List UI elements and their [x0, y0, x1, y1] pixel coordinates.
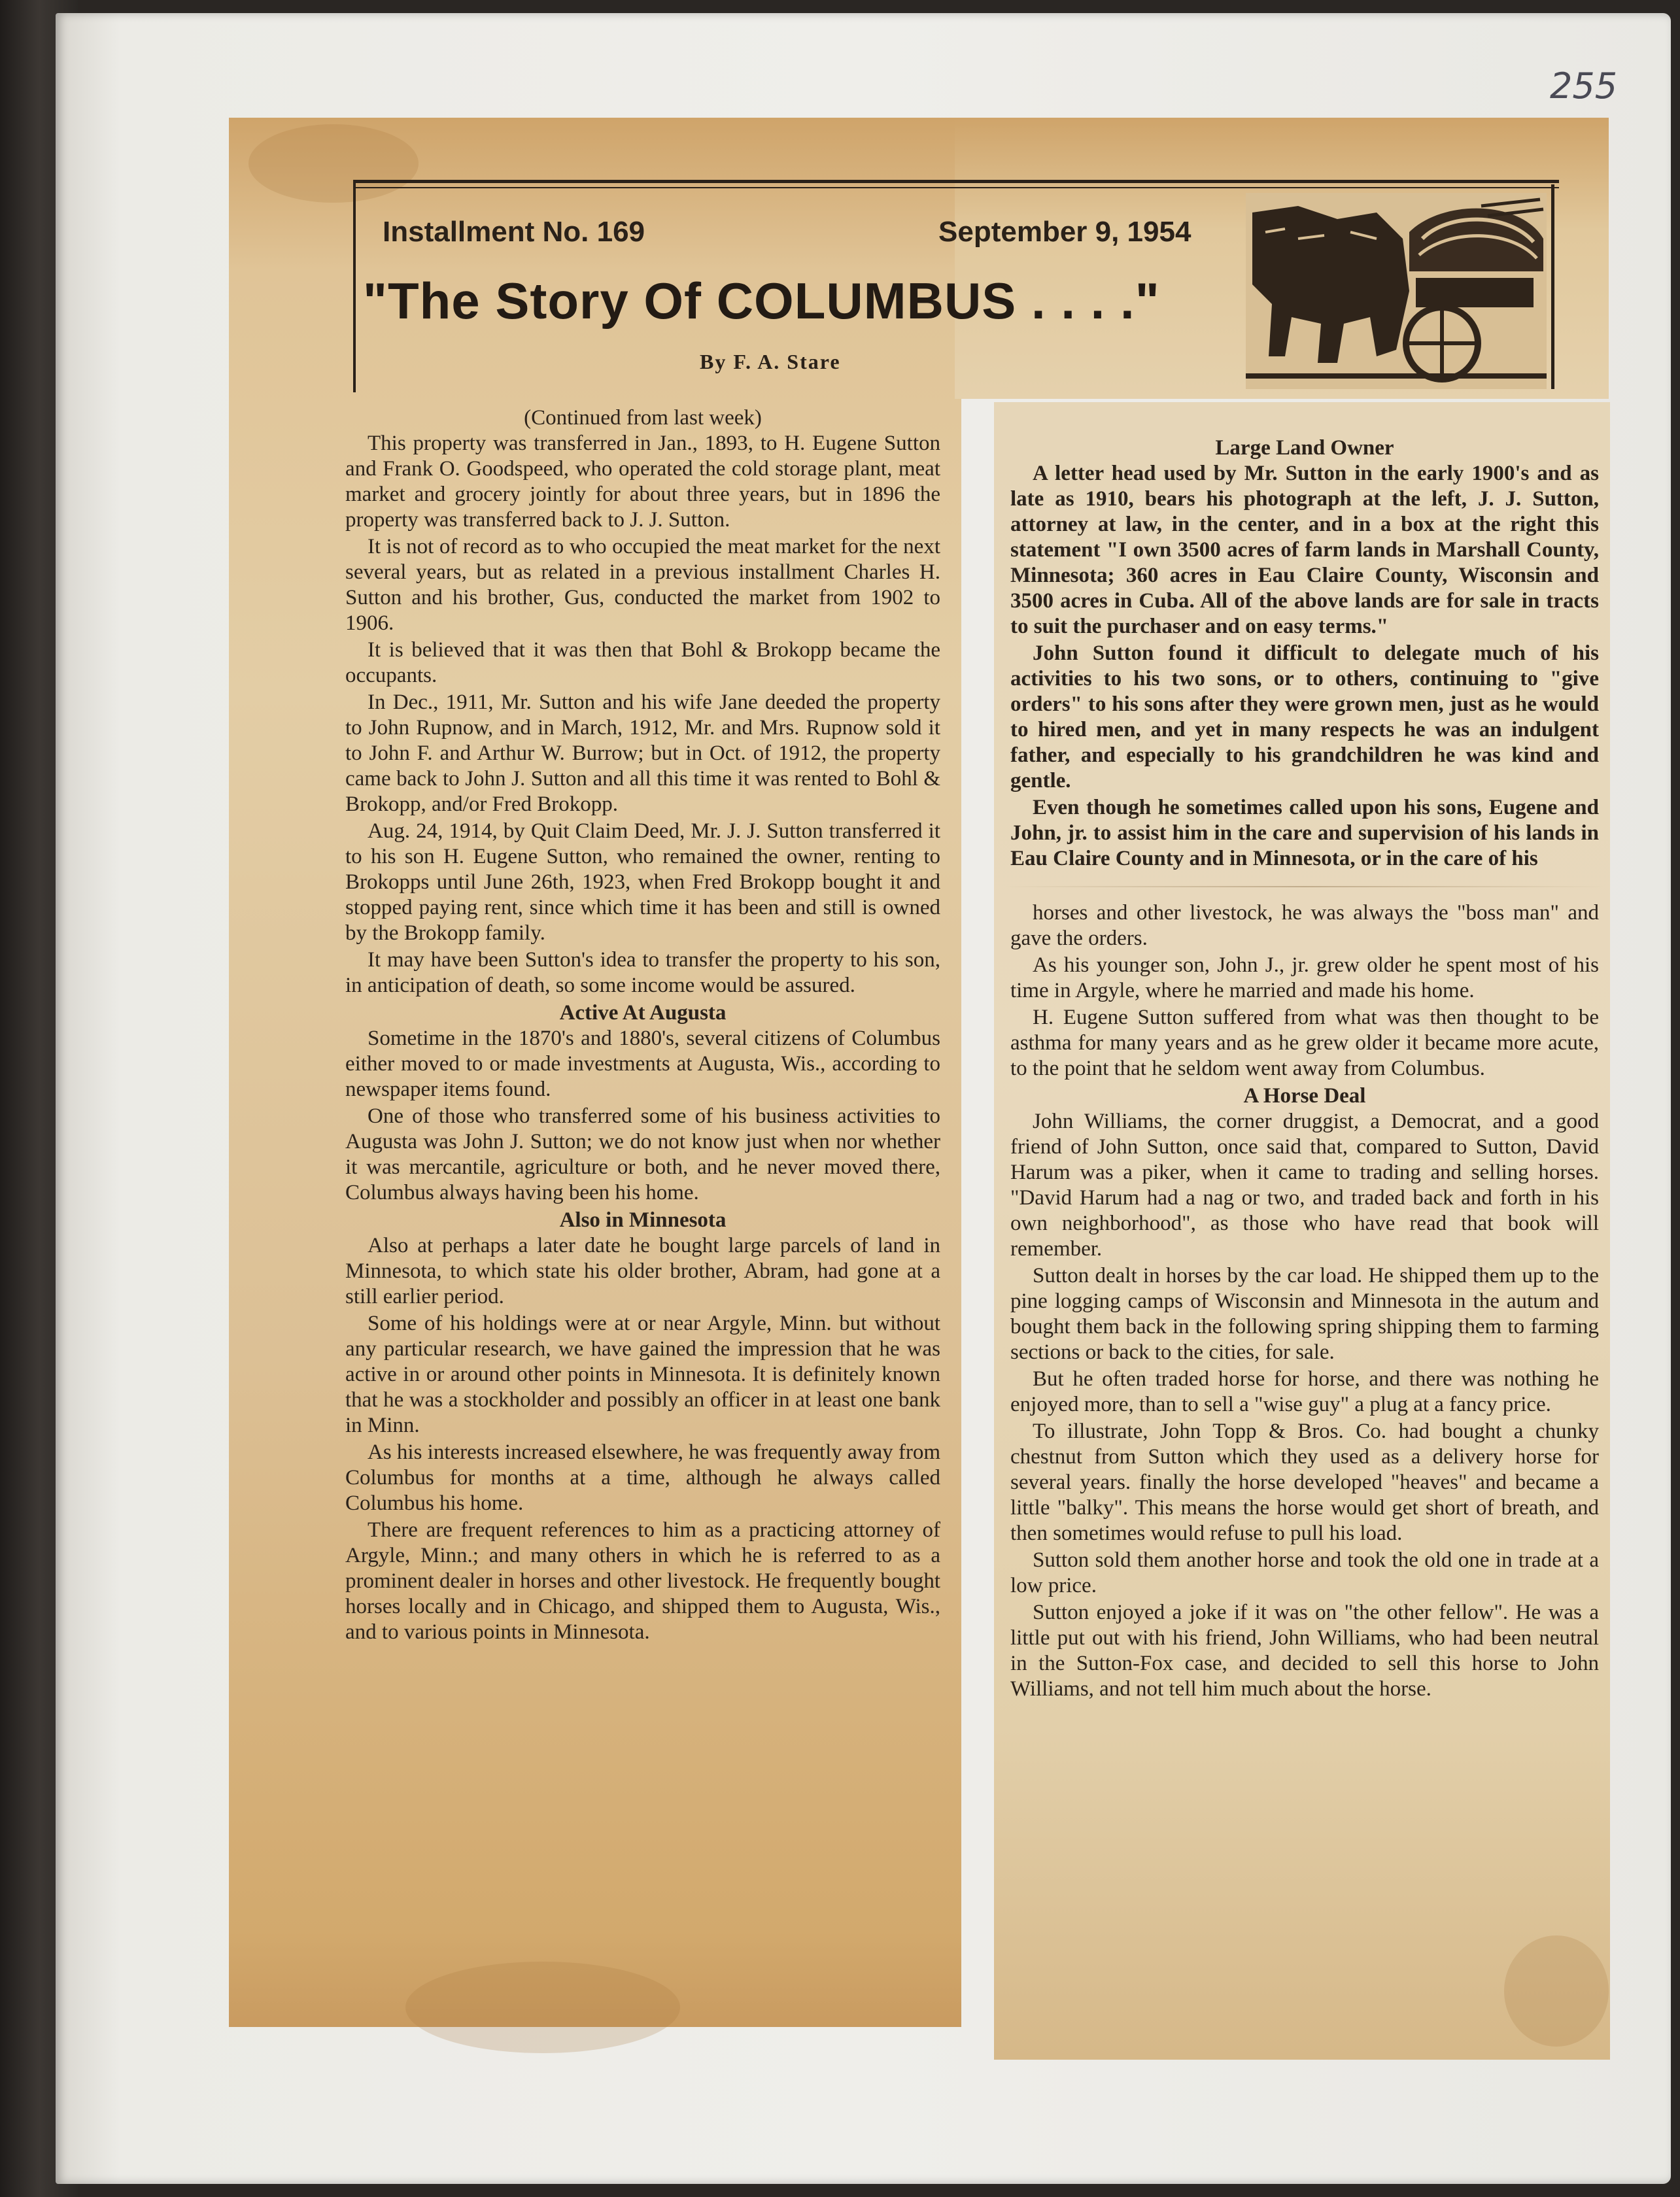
page-number: 255: [1550, 65, 1618, 107]
byline: By F. A. Stare: [700, 350, 841, 373]
headline: "The Story Of COLUMBUS . . . .": [363, 272, 1160, 330]
paragraph: As his interests increased elsewhere, he was frequently away from Columbus for months at a time, although he always called Columbus his home.: [345, 1440, 941, 1515]
paragraph: To illustrate, John Topp & Bros. Co. had bought a chunky chestnut from Sutton which they used as a delivery horse for several years. finally the horse developed "heaves" and became a little "balky". This means the horse would get short of breath, and then sometimes would refuse to pull his load.: [1010, 1420, 1599, 1545]
paragraph: One of those who transferred some of his business activities to Augusta was John J. Sutton; we do not know just when nor whether it was mercantile, agriculture or both, and he never moved there, Columbus always having been his home.: [345, 1104, 940, 1204]
paragraph: But he often traded horse for horse, and there was nothing he enjoyed more, than to sell a "wise guy" a plug at a fancy price.: [1010, 1367, 1599, 1416]
installment-number: Installment No. 169: [383, 216, 645, 248]
paragraph: As his younger son, John J., jr. grew older he spent most of his time in Argyle, where he married and made his home.: [1010, 953, 1599, 1002]
subhead-minnesota: Also in Minnesota: [559, 1208, 727, 1232]
paragraph: Some of his holdings were at or near Argyle, Minn. but without any particular research, we have gained the impression that he was active in or around other points in Minnesota. It is definitely known that he was a stockholder and possibly an officer in at least one bank in Minn.: [345, 1312, 940, 1437]
paragraph: There are frequent references to him as a practicing attorney of Argyle, Minn.; and many others in which he is referred to as a prominent dealer in horses and other livestock. He frequently bought horses locally and in Chicago, and shipped them to Augusta, Wis., and to various points in Minnesota.: [345, 1518, 940, 1644]
paragraph: Sometime in the 1870's and 1880's, several citizens of Columbus either moved to or made investments at Augusta, Wis., according to newspaper items found.: [345, 1027, 940, 1101]
paragraph: This property was transferred in Jan., 1893, to H. Eugene Sutton and Frank O. Goodspeed, who operated the cold storage plant, meat market and grocery jointly for about three years, but in 1896 the property was transferred back to J. J. Sutton.: [345, 432, 940, 532]
paragraph: Also at perhaps a later date he bought large parcels of land in Minnesota, to which state his older brother, Abram, had gone at a still earlier period.: [345, 1234, 940, 1308]
article-column-left: [345, 405, 940, 1646]
covered-wagon-oxen-icon: [1246, 193, 1547, 389]
subhead-land-owner: Large Land Owner: [1215, 436, 1394, 460]
paragraph: It is believed that it was then that Bohl & Brokopp became the occupants.: [345, 638, 940, 687]
paragraph: John Williams, the corner druggist, a Democrat, and a good friend of John Sutton, once said that, compared to Sutton, David Harum was a piker, when it came to trading and selling horses. "David Harum had a nag or two, and traded back and forth in his own neighborhood", as those who have read that book will remember.: [1010, 1110, 1599, 1261]
paragraph: It may have been Sutton's idea to transfer the property to his son, in anticipation of death, so some income would be assured.: [345, 948, 940, 997]
paragraph: Aug. 24, 1914, by Quit Claim Deed, Mr. J. J. Sutton transferred it to his son H. Eugene Sutton, who remained the owner, renting to Brokopps until June 26th, 1923, when Fred Brokopp bought it and stopped paying rent, since which time it has been and still is owned by the Brokopp family.: [345, 819, 940, 945]
publication-date: September 9, 1954: [938, 216, 1191, 248]
paragraph: It is not of record as to who occupied the meat market for the next several years, but as related in a previous installment Charles H. Sutton and his brother, Gus, conducted the market from 1902 to 1906.: [345, 535, 940, 635]
subhead-augusta: Active At Augusta: [559, 1001, 727, 1025]
paragraph: Sutton dealt in horses by the car load. He shipped them up to the pine logging camps of Wisconsin and Minnesota in the autum and bought them back in the following spring shipping them to farming sections or back to the cities, for sale.: [1010, 1264, 1599, 1364]
paragraph: Sutton enjoyed a joke if it was on "the other fellow". He was a little put out with his friend, John Williams, who had been neutral in the Sutton-Fox case, and decided to sell this horse to John Williams, and not tell him much about the horse.: [1010, 1601, 1599, 1701]
paragraph: In Dec., 1911, Mr. Sutton and his wife Jane deeded the property to John Rupnow, and in March, 1912, Mr. and Mrs. Rupnow sold it to John F. and Arthur W. Burrow; but in Oct. of 1912, the property came back to John J. Sutton and all this time it was rented to Bohl & Brokopp, and/or Fred Brokopp.: [345, 690, 940, 816]
paragraph: Even though he sometimes called upon his sons, Eugene and John, jr. to assist him in the care and supervision of his lands in Eau Claire County and in Minnesota, or in the care of his: [1010, 796, 1599, 870]
paragraph: horses and other livestock, he was always the "boss man" and gave the orders.: [1010, 901, 1599, 950]
paragraph: A letter head used by Mr. Sutton in the early 1900's and as late as 1910, bears his photograph at the left, J. J. Sutton, attorney at law, in the center, and in a box at the right this statement "I own 3500 acres of farm lands in Marshall County, Minnesota; 360 acres in Eau Claire County, Wisconsin and 3500 acres in Cuba. All of the above lands are for sale in tracts to suit the purchaser and on easy terms.": [1010, 462, 1599, 638]
paragraph: Sutton sold them another horse and took the old one in trade at a low price.: [1010, 1548, 1599, 1597]
paragraph: H. Eugene Sutton suffered from what was then thought to be asthma for many years and as he grew older it became more acute, to the point that he seldom went away from Columbus.: [1010, 1006, 1599, 1080]
subhead-horse-deal: A Horse Deal: [1243, 1084, 1366, 1108]
paragraph: John Sutton found it difficult to delegate much of his activities to his two sons, or to others, continuing to "give orders" to his sons after they were grown men, just as he would to hired men, and yet in many respects he was an indulgent father, and especially to his grandchildren he was kind and gentle.: [1010, 641, 1599, 792]
continued-note: (Continued from last week): [524, 406, 762, 430]
article-column-right: [1010, 435, 1599, 1703]
clipping-splice: [1004, 886, 1605, 887]
header-frame-rule: [1551, 184, 1554, 389]
